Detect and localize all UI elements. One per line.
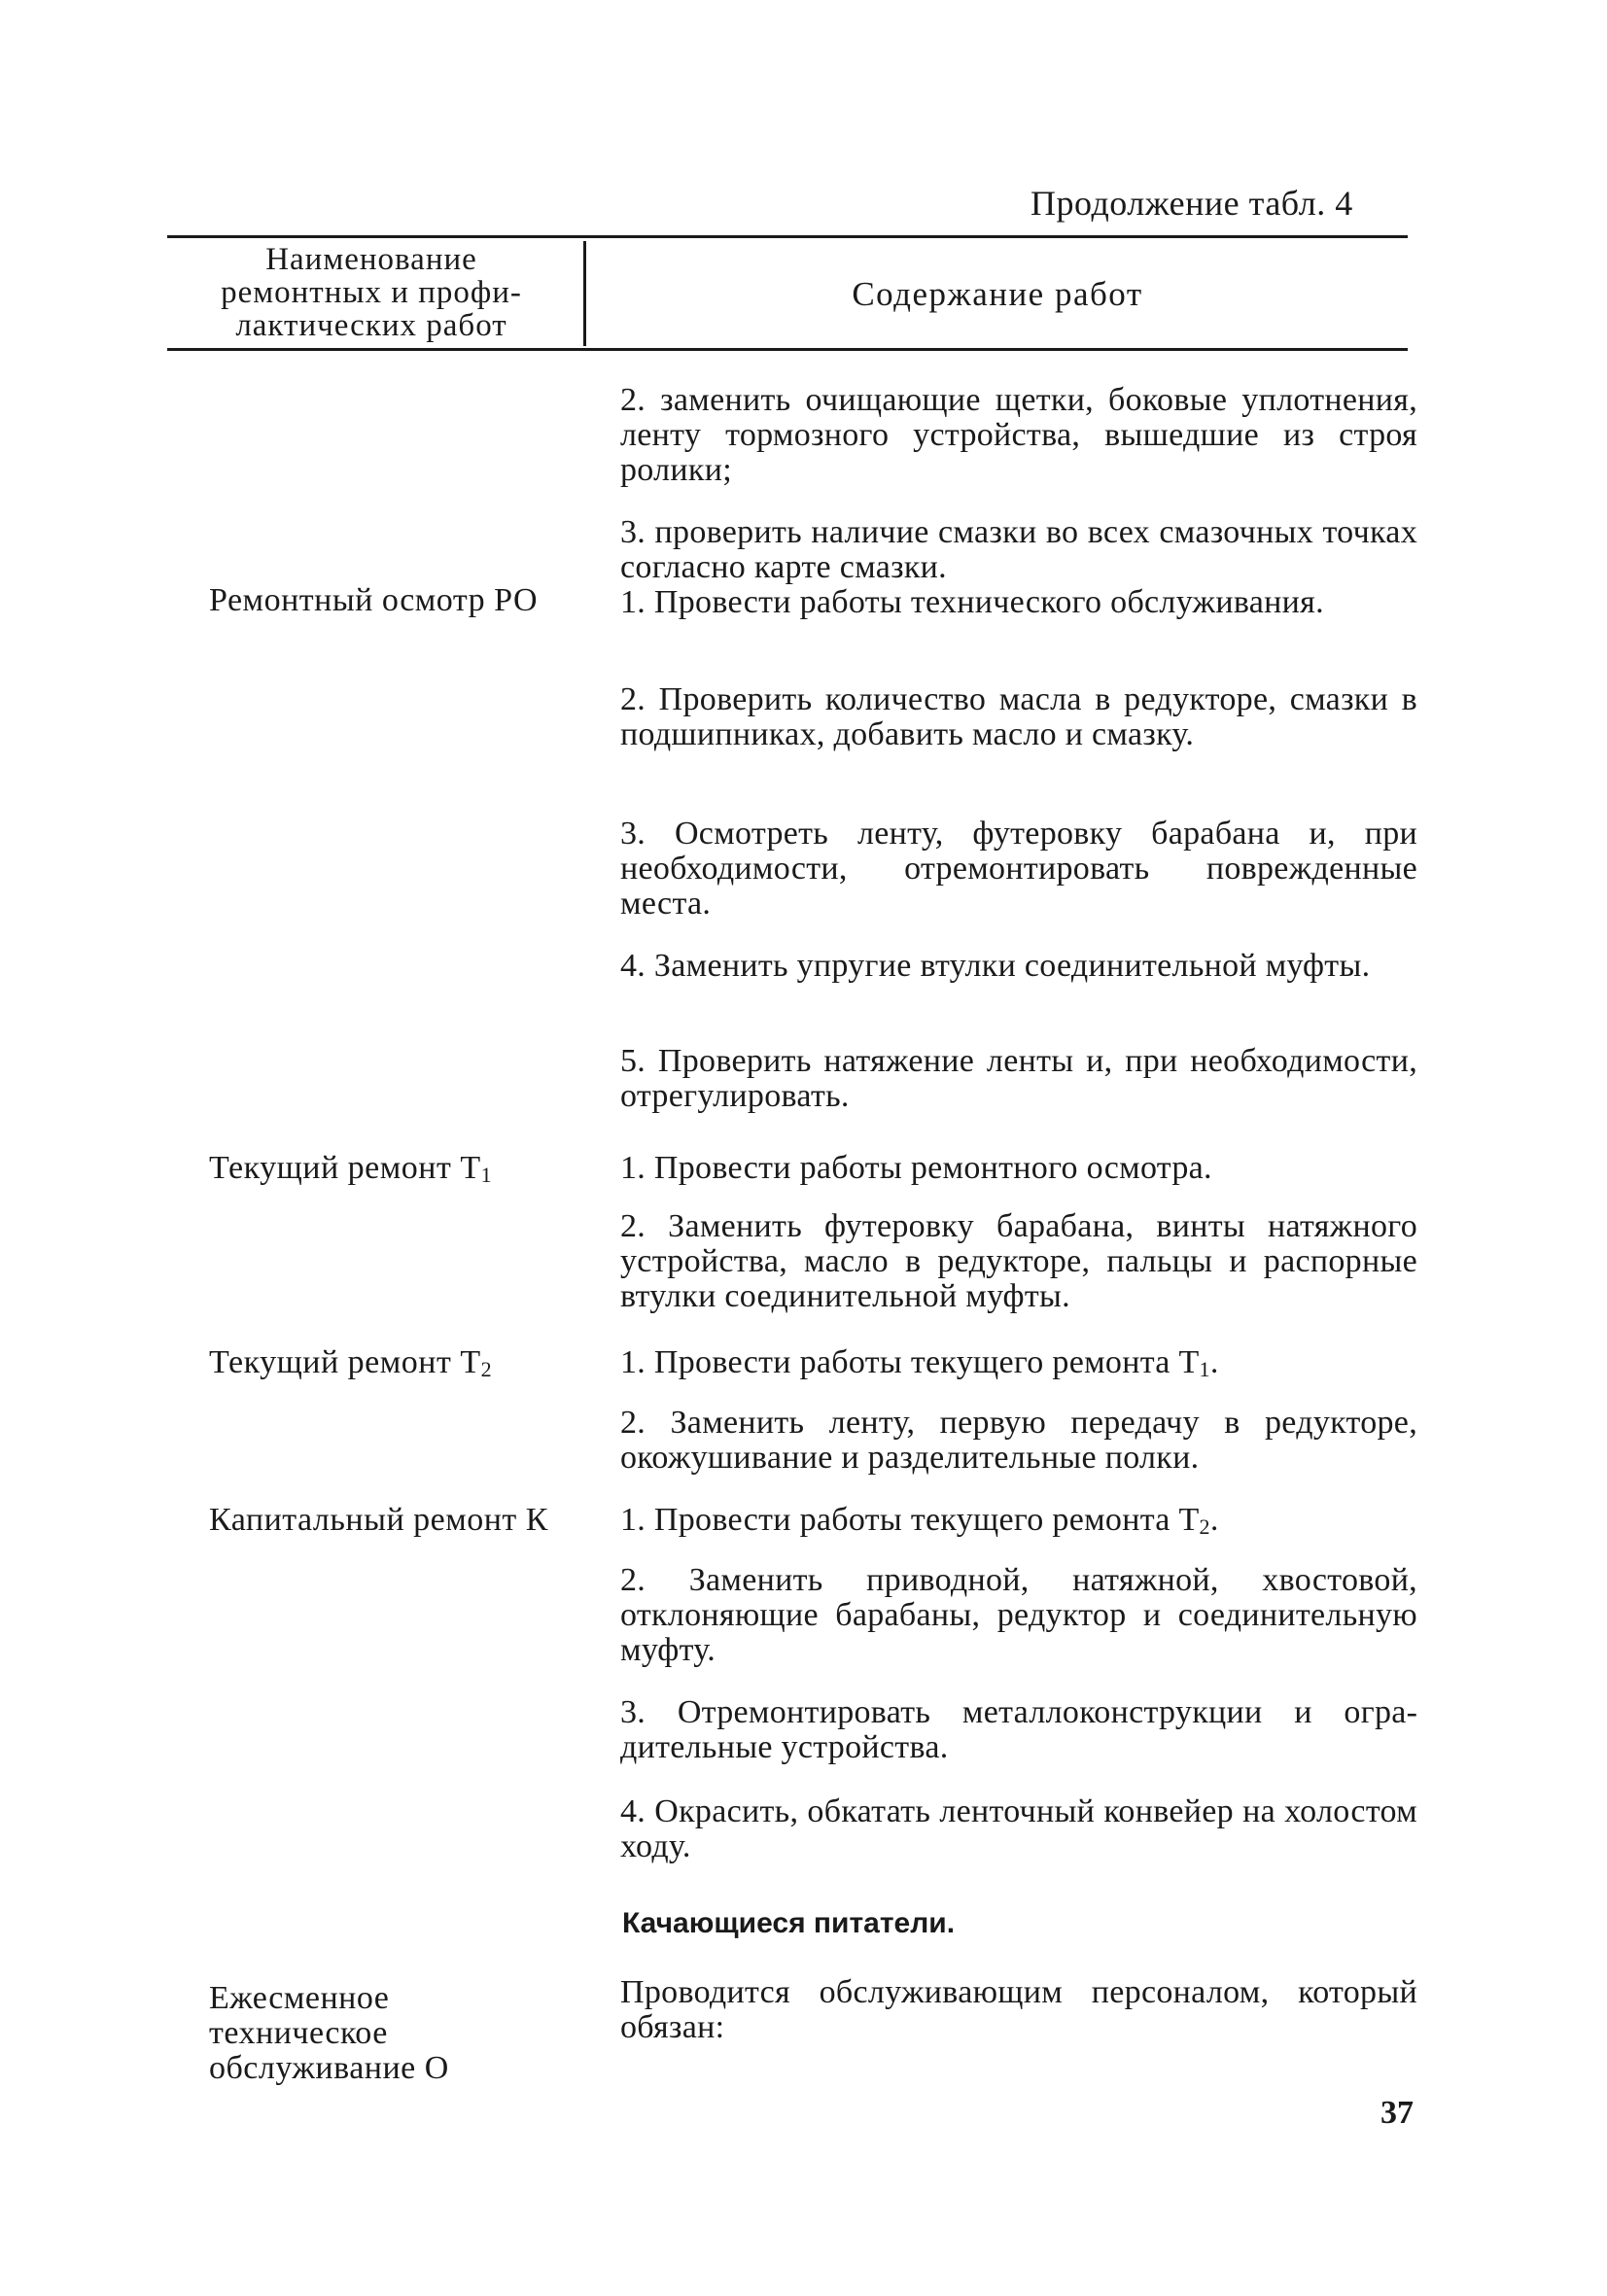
- work-item-text: .: [1209, 1502, 1219, 1538]
- row-label-subscript: 2: [480, 1357, 493, 1381]
- work-item: 2. заменить очищающие щетки, боковые уплотнения, ленту тормозного устройства, вышедшие из строя ролики;: [620, 382, 1417, 488]
- work-item: 3. Отремонтировать металлоконструкции и оградительные устройства.: [620, 1694, 1417, 1765]
- work-item-text: .: [1209, 1344, 1219, 1380]
- row-label-text: Текущий ремонт Т: [209, 1344, 481, 1380]
- work-item: [620, 1503, 1417, 1545]
- row-label-subscript: 1: [480, 1163, 493, 1187]
- work-item-subscript: 2: [1199, 1514, 1210, 1539]
- header-top-rule: [167, 235, 1408, 238]
- work-item: 2. Заменить футеровку барабана, винты натяжного устройства, масло в редукторе, пальцы и распорные втулки соединительной муфты.: [620, 1208, 1417, 1314]
- header-col1-line: ремонтных и профи-: [221, 275, 522, 310]
- row-label-k: Капитальный ремонт К: [209, 1502, 548, 1538]
- header-col1-line: лактических работ: [235, 308, 507, 343]
- row-label-o: [209, 1981, 449, 2086]
- work-item: 2. Заменить приводной, натяжной, хвостовой, отклоняющие барабаны, редуктор и соединительную муфту.: [620, 1562, 1417, 1668]
- header-col2: Содержание работ: [852, 275, 1143, 313]
- work-item: 3. Осмотреть ленту, футеровку барабана и, при необходимости, отремонтировать поврежденные места.: [620, 816, 1417, 922]
- row-label-t1: [209, 1151, 492, 1193]
- work-item-subscript: 1: [1199, 1357, 1210, 1381]
- work-item: 4. Окрасить, обкатать ленточный конвейер на холостом ходу.: [620, 1793, 1417, 1864]
- table-caption: Продолжение табл. 4: [1031, 184, 1353, 223]
- work-item-text: 1. Провести работы текущего ремонта Т: [620, 1344, 1200, 1380]
- row-label-line: техническое: [209, 2015, 388, 2051]
- row-label-text: Текущий ремонт Т: [209, 1150, 481, 1186]
- header-column-divider: [583, 241, 586, 346]
- row-label-ro: Ремонтный осмотр РО: [209, 582, 539, 618]
- work-item: [620, 1345, 1417, 1387]
- section-subheading: Качающиеся питатели.: [622, 1907, 956, 1939]
- work-item: 2. Заменить ленту, первую передачу в редукторе, окожушивание и разделительные полки.: [620, 1405, 1417, 1476]
- row-label-t2: [209, 1345, 492, 1387]
- work-item: 1. Провести работы ремонтного осмотра.: [620, 1150, 1212, 1186]
- row-label-line: Ежесменное: [209, 1980, 390, 2016]
- work-item-text: 1. Провести работы текущего ремонта Т: [620, 1502, 1200, 1538]
- header-col1: [167, 243, 576, 342]
- work-item: 5. Проверить натяжение ленты и, при необходимости, отрегулировать.: [620, 1043, 1417, 1114]
- work-item: 1. Провести работы технического обслуживания.: [620, 584, 1324, 620]
- page-number: 37: [1380, 2095, 1414, 2131]
- work-item: 4. Заменить упругие втулки соединительной муфты.: [620, 948, 1371, 984]
- header-bottom-rule: [167, 348, 1408, 351]
- work-item: Проводится обслуживающим персоналом, который обязан:: [620, 1974, 1417, 2045]
- work-item: 3. проверить наличие смазки во всех смазочных точках согласно карте смазки.: [620, 514, 1417, 585]
- header-col1-line: Наименование: [265, 242, 477, 277]
- row-label-line: обслуживание О: [209, 2050, 449, 2086]
- work-item: 2. Проверить количество масла в редукторе, смазки в подшипниках, добавить масло и смазку.: [620, 681, 1417, 752]
